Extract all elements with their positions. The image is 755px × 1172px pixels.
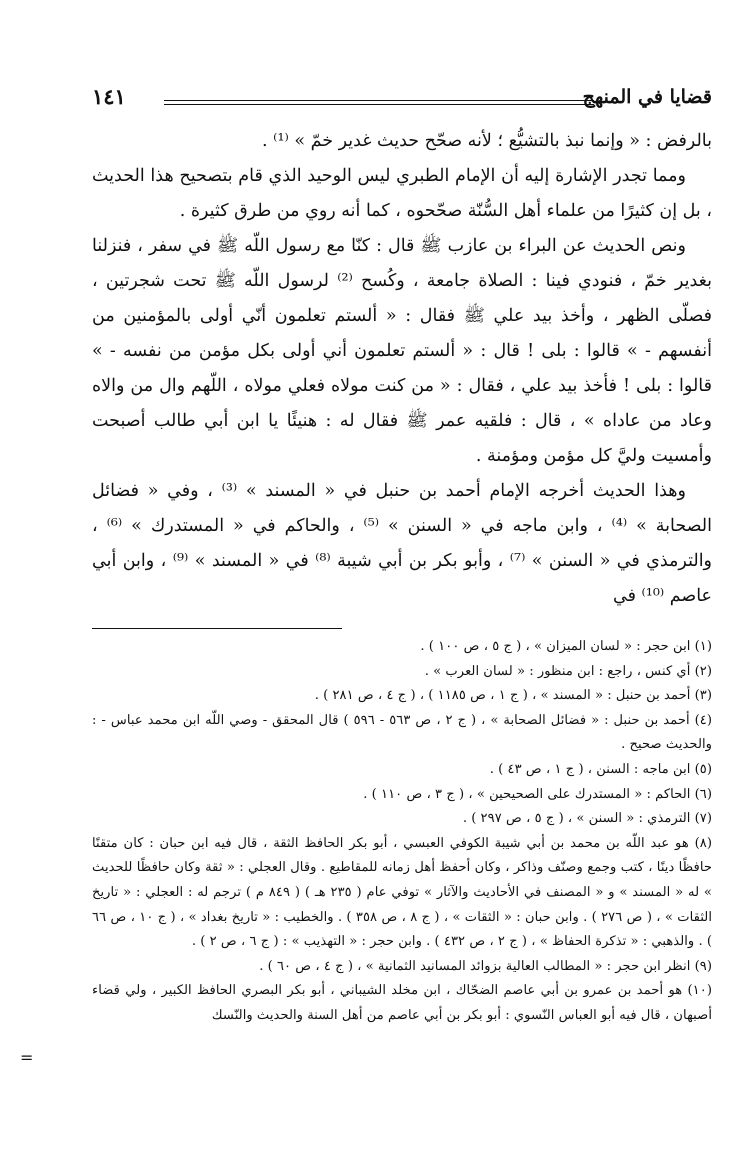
footnotes [92,635,712,1029]
footnote: (٦) الحاكم : « المستدرك على الصحيحين » ، ( ج ٣ ، ص ١١٠ ) . [363,786,712,802]
main-text [92,124,712,614]
running-header [92,80,712,120]
footnote: (٨) هو عبد اللّه بن محمد بن أبي شيبة الكوفي العبسي ، أبو بكر الحافظ الثقة ، قال فيه ابن حبان : كان متقنًا حافظًا دينًا ، كتب وجمع وصنّف وذاكر ، وكان أحفظ أهل زمانه للمقاطيع . وقال العجلي : « ثقة وكان حافظًا للحديث » له « المسند » و « المصنف في الأحاديث والآثار » توفي عام ( ٢٣٥ هـ ) ( ٨٤٩ م ) ترجم له : العجلي : « تاريخ الثقات » ، ( ص ٢٧٦ ) . وابن حبان : « الثقات » ، ( ج ٨ ، ص ٣٥٨ ) . والخطيب : « تاريخ بغداد » ، ( ج ١٠ ، ص ٦٦ ) . والذهبي : « تذكرة الحفاظ » ، ( ج ٢ ، ص ٤٣٢ ) . وابن حجر : « التهذيب » : ( ج ٦ ، ص ٢ ) . [92,835,712,950]
continuation-mark: = [20,1048,34,1067]
page-number: ١٤١ [92,84,126,109]
footnote: (٤) أحمد بن حنبل : « فضائل الصحابة » ، ( ج ٢ ، ص ٥٦٣ - ٥٩٦ ) قال المحقق - وصي اللّه ابن محمد عباس - : والحديث صحيح . [92,712,712,753]
footnote: (٩) انظر ابن حجر : « المطالب العالية بزوائد المسانيد الثمانية » ، ( ج ٤ ، ص ٦٠ ) . [259,958,712,974]
book-page [92,80,712,1029]
paragraph-2: ومما تجدر الإشارة إليه أن الإمام الطبري ليس الوحيد الذي قام بتصحيح هذا الحديث ، بل إن كثيرًا من علماء أهل السُّنّة صحّحوه ، كما أنه روي من طرق كثيرة . [92,166,712,221]
header-rule [164,100,594,105]
paragraph-4: وهذا الحديث أخرجه الإمام أحمد بن حنبل في « المسند » ⁽³⁾ ، وفي « فضائل الصحابة » ⁽⁴⁾ ، وابن ماجه في « السنن » ⁽⁵⁾ ، والحاكم في « المستدرك » ⁽⁶⁾ ، والترمذي في « السنن » ⁽⁷⁾ ، وأبو بكر بن أبي شيبة ⁽⁸⁾ في « المسند » ⁽⁹⁾ ، وابن أبي عاصم ⁽¹⁰⁾ في [92,481,713,606]
footnote-separator [92,628,342,629]
footnote: (١) ابن حجر : « لسان الميزان » ، ( ج ٥ ، ص ١٠٠ ) . [420,639,712,654]
paragraph-3: ونص الحديث عن البراء بن عازب ﷺ قال : كنّا مع رسول اللّه ﷺ في سفر ، فنزلنا بغدير خمّ ، فنودي فينا : الصلاة جامعة ، وكُسح ⁽²⁾ لرسول اللّه ﷺ تحت شجرتين ، فصلّى الظهر ، وأخذ بيد علي ﷺ فقال : « ألستم تعلمون أنّي أولى بالمؤمنين من أنفسهم - » قالوا : بلى ! قال : « ألستم تعلمون أني أولى بكل مؤمن من نفسه - » قالوا : بلى ! فأخذ بيد علي ، فقال : « من كنت مولاه فعلي مولاه ، اللّهم وال من والاه وعاد من عاداه » ، قال : فلقيه عمر ﷺ فقال له : هنيئًا يا ابن أبي طالب أصبحت وأمسيت وليَّ كل مؤمن ومؤمنة . [92,236,712,466]
footnote: (٣) أحمد بن حنبل : « المسند » ، ( ج ١ ، ص ١١٨٥ ) ، ( ج ٤ ، ص ٢٨١ ) . [314,688,712,704]
footnote: (٧) الترمذي : « السنن » ، ( ج ٥ ، ص ٢٩٧ ) . [462,811,712,827]
footnote: (٥) ابن ماجه : السنن ، ( ج ١ ، ص ٤٣ ) . [489,761,712,777]
footnote-separator-wrap [92,628,712,629]
header-title: قضايا في المنهج [582,86,712,108]
paragraph-1: بالرفض : « وإنما نبذ بالتشيُّع ؛ لأنه صحّح حديث غدير خمّ » ⁽¹⁾ . [262,131,712,151]
footnote: (٢) أي كنس ، راجع : ابن منظور : « لسان العرب » . [424,663,712,679]
footnote: (١٠) هو أحمد بن عمرو بن أبي عاصم الضحّاك ، ابن مخلد الشيباني ، أبو بكر البصري الحافظ الكبير ، ولي قضاء أصبهان ، قال فيه أبو العباس النّسوي : أبو بكر بن أبي عاصم من أهل السنة والحديث والنّسك [92,983,712,1023]
